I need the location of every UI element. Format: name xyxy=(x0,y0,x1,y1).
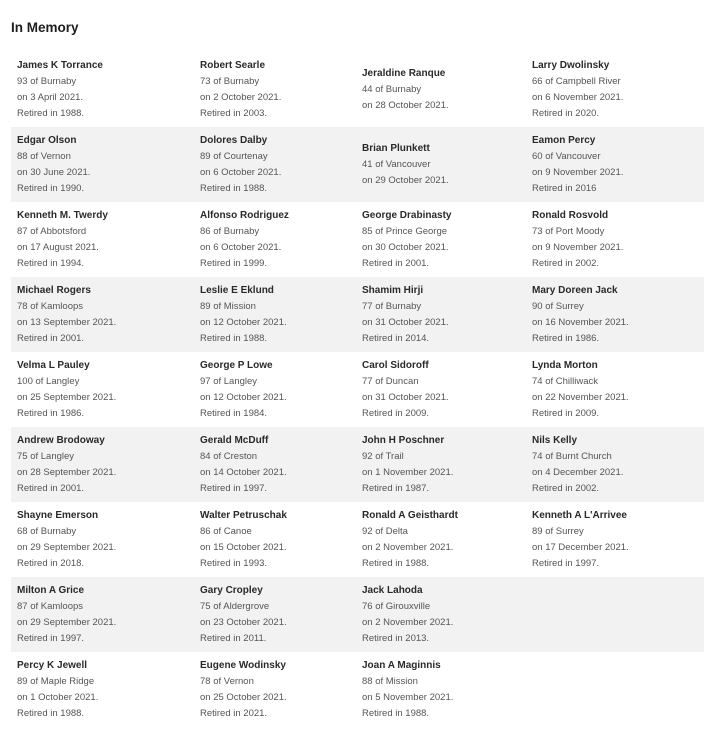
memorial-entry xyxy=(356,652,526,727)
person-date: on 6 October 2021. xyxy=(200,241,282,253)
person-date: on 29 September 2021. xyxy=(17,616,117,628)
person-age-place: 41 of Vancouver xyxy=(362,158,431,170)
person-age-place: 68 of Burnaby xyxy=(17,525,77,537)
person-age-place: 89 of Surrey xyxy=(532,525,584,537)
person-retired: Retired in 2020. xyxy=(532,107,600,119)
memorial-entry xyxy=(11,202,194,277)
memorial-entry xyxy=(194,352,356,427)
person-name: Edgar Olson xyxy=(17,134,77,146)
person-age-place: 92 of Delta xyxy=(362,525,408,537)
person-name: Carol Sidoroff xyxy=(362,359,429,371)
person-age-place: 88 of Mission xyxy=(362,675,418,687)
person-age-place: 78 of Kamloops xyxy=(17,300,84,312)
person-name: Larry Dwolinsky xyxy=(532,59,610,71)
table-row xyxy=(11,127,704,202)
person-name: Milton A Grice xyxy=(17,584,85,596)
person-age-place: 100 of Langley xyxy=(17,375,80,387)
person-name: Alfonso Rodriguez xyxy=(200,209,289,221)
table-row xyxy=(11,277,704,352)
person-retired: Retired in 1993. xyxy=(200,557,268,569)
person-retired: Retired in 2016 xyxy=(532,182,597,194)
person-retired: Retired in 1988. xyxy=(362,707,430,719)
memorial-entry xyxy=(11,577,194,652)
person-retired: Retired in 2002. xyxy=(532,257,600,269)
person-retired: Retired in 1990. xyxy=(17,182,85,194)
memorial-entry xyxy=(356,127,526,202)
person-age-place: 84 of Creston xyxy=(200,450,258,462)
person-retired: Retired in 1986. xyxy=(532,332,600,344)
person-date: on 4 December 2021. xyxy=(532,466,624,478)
person-age-place: 89 of Maple Ridge xyxy=(17,675,95,687)
person-date: on 3 April 2021. xyxy=(17,91,84,103)
person-age-place: 76 of Girouxville xyxy=(362,600,431,612)
person-name: Robert Searle xyxy=(200,59,266,71)
person-name: Brian Plunkett xyxy=(362,142,430,154)
person-retired: Retired in 2009. xyxy=(532,407,600,419)
memorial-entry xyxy=(194,202,356,277)
person-name: Leslie E Eklund xyxy=(200,284,274,296)
person-date: on 6 November 2021. xyxy=(532,91,624,103)
person-age-place: 86 of Canoe xyxy=(200,525,252,537)
person-retired: Retired in 1987. xyxy=(362,482,430,494)
person-retired: Retired in 2014. xyxy=(362,332,430,344)
memorial-entry xyxy=(526,277,704,352)
person-age-place: 60 of Vancouver xyxy=(532,150,601,162)
person-age-place: 89 of Mission xyxy=(200,300,256,312)
memorial-entry xyxy=(194,52,356,127)
memorial-entry xyxy=(194,652,356,727)
person-retired: Retired in 1988. xyxy=(17,107,85,119)
person-retired: Retired in 1994. xyxy=(17,257,85,269)
person-age-place: 88 of Vernon xyxy=(17,150,71,162)
person-retired: Retired in 2001. xyxy=(362,257,430,269)
person-name: Michael Rogers xyxy=(17,284,91,296)
person-age-place: 44 of Burnaby xyxy=(362,83,422,95)
person-name: Ronald Rosvold xyxy=(532,209,609,221)
person-date: on 2 October 2021. xyxy=(200,91,282,103)
person-date: on 2 November 2021. xyxy=(362,616,454,628)
memorial-entry xyxy=(194,127,356,202)
table-row xyxy=(11,352,704,427)
person-age-place: 75 of Langley xyxy=(17,450,75,462)
person-date: on 1 October 2021. xyxy=(17,691,99,703)
person-retired: Retired in 1997. xyxy=(200,482,268,494)
person-age-place: 74 of Burnt Church xyxy=(532,450,612,462)
person-date: on 9 November 2021. xyxy=(532,166,624,178)
person-date: on 22 November 2021. xyxy=(532,391,629,403)
empty-cell xyxy=(526,652,704,727)
person-age-place: 90 of Surrey xyxy=(532,300,584,312)
memorial-entry xyxy=(526,352,704,427)
person-date: on 29 October 2021. xyxy=(362,174,449,186)
memorial-entry xyxy=(11,352,194,427)
memorial-entry xyxy=(11,277,194,352)
memorial-table xyxy=(11,52,704,727)
person-retired: Retired in 2013. xyxy=(362,632,430,644)
memorial-entry xyxy=(194,502,356,577)
person-date: on 14 October 2021. xyxy=(200,466,287,478)
person-age-place: 85 of Prince George xyxy=(362,225,448,237)
person-name: Velma L Pauley xyxy=(17,359,90,371)
person-name: Jack Lahoda xyxy=(362,584,423,596)
person-date: on 29 September 2021. xyxy=(17,541,117,553)
person-name: Jeraldine Ranque xyxy=(362,67,446,79)
person-retired: Retired in 2009. xyxy=(362,407,430,419)
person-date: on 28 September 2021. xyxy=(17,466,117,478)
person-name: George Drabinasty xyxy=(362,209,452,221)
memorial-body xyxy=(11,52,704,727)
person-date: on 31 October 2021. xyxy=(362,316,449,328)
person-name: Dolores Dalby xyxy=(200,134,268,146)
person-date: on 12 October 2021. xyxy=(200,391,287,403)
person-age-place: 87 of Abbotsford xyxy=(17,225,87,237)
person-age-place: 87 of Kamloops xyxy=(17,600,84,612)
person-retired: Retired in 1988. xyxy=(17,707,85,719)
person-age-place: 77 of Burnaby xyxy=(362,300,422,312)
person-age-place: 86 of Burnaby xyxy=(200,225,260,237)
person-age-place: 93 of Burnaby xyxy=(17,75,77,87)
person-date: on 17 August 2021. xyxy=(17,241,99,253)
person-date: on 6 October 2021. xyxy=(200,166,282,178)
person-name: Ronald A Geisthardt xyxy=(362,509,458,521)
table-row xyxy=(11,52,704,127)
memorial-entry xyxy=(11,652,194,727)
person-date: on 12 October 2021. xyxy=(200,316,287,328)
person-date: on 25 September 2021. xyxy=(17,391,117,403)
table-row xyxy=(11,502,704,577)
memorial-entry xyxy=(194,277,356,352)
person-age-place: 66 of Campbell River xyxy=(532,75,621,87)
person-date: on 30 October 2021. xyxy=(362,241,449,253)
person-name: James K Torrance xyxy=(17,59,103,71)
person-name: Shayne Emerson xyxy=(17,509,99,521)
memorial-entry xyxy=(194,577,356,652)
person-date: on 16 November 2021. xyxy=(532,316,629,328)
person-name: Eamon Percy xyxy=(532,134,596,146)
memorial-entry xyxy=(526,52,704,127)
person-date: on 5 November 2021. xyxy=(362,691,454,703)
table-row xyxy=(11,427,704,502)
person-name: Gerald McDuff xyxy=(200,434,269,446)
page-title: In Memory xyxy=(11,20,79,35)
memorial-entry xyxy=(526,127,704,202)
person-retired: Retired in 2001. xyxy=(17,332,85,344)
person-name: Andrew Brodoway xyxy=(17,434,105,446)
person-age-place: 92 of Trail xyxy=(362,450,404,462)
person-name: Kenneth A L'Arrivee xyxy=(532,509,627,521)
person-age-place: 75 of Aldergrove xyxy=(200,600,270,612)
memorial-entry xyxy=(11,52,194,127)
person-retired: Retired in 1988. xyxy=(200,182,268,194)
memorial-entry xyxy=(356,502,526,577)
person-name: Eugene Wodinsky xyxy=(200,659,286,671)
person-name: John H Poschner xyxy=(362,434,445,446)
person-age-place: 89 of Courtenay xyxy=(200,150,268,162)
person-retired: Retired in 2021. xyxy=(200,707,268,719)
person-retired: Retired in 2002. xyxy=(532,482,600,494)
person-age-place: 97 of Langley xyxy=(200,375,258,387)
table-row xyxy=(11,652,704,727)
memorial-entry xyxy=(356,577,526,652)
person-retired: Retired in 1986. xyxy=(17,407,85,419)
memorial-entry xyxy=(194,427,356,502)
person-retired: Retired in 2011. xyxy=(200,632,267,644)
person-retired: Retired in 2003. xyxy=(200,107,268,119)
memorial-entry xyxy=(356,427,526,502)
person-retired: Retired in 2018. xyxy=(17,557,85,569)
person-name: Joan A Maginnis xyxy=(362,659,441,671)
person-date: on 17 December 2021. xyxy=(532,541,629,553)
table-row xyxy=(11,577,704,652)
memorial-entry xyxy=(356,52,526,127)
person-age-place: 78 of Vernon xyxy=(200,675,254,687)
table-row xyxy=(11,202,704,277)
person-date: on 25 October 2021. xyxy=(200,691,287,703)
person-age-place: 73 of Burnaby xyxy=(200,75,260,87)
person-name: Gary Cropley xyxy=(200,584,263,596)
person-date: on 15 October 2021. xyxy=(200,541,287,553)
person-date: on 30 June 2021. xyxy=(17,166,91,178)
memorial-entry xyxy=(11,127,194,202)
person-retired: Retired in 1997. xyxy=(532,557,600,569)
person-date: on 2 November 2021. xyxy=(362,541,454,553)
person-date: on 28 October 2021. xyxy=(362,99,449,111)
person-date: on 23 October 2021. xyxy=(200,616,287,628)
person-name: Percy K Jewell xyxy=(17,659,88,671)
person-date: on 9 November 2021. xyxy=(532,241,624,253)
person-date: on 1 November 2021. xyxy=(362,466,454,478)
memorial-entry xyxy=(526,427,704,502)
person-name: George P Lowe xyxy=(200,359,273,371)
person-age-place: 74 of Chilliwack xyxy=(532,375,598,387)
memorial-entry xyxy=(356,352,526,427)
person-retired: Retired in 1999. xyxy=(200,257,268,269)
person-name: Nils Kelly xyxy=(532,434,578,446)
memorial-entry xyxy=(11,427,194,502)
person-name: Shamim Hirji xyxy=(362,284,424,296)
person-name: Lynda Morton xyxy=(532,359,598,371)
person-retired: Retired in 1984. xyxy=(200,407,268,419)
person-name: Mary Doreen Jack xyxy=(532,284,618,296)
person-name: Kenneth M. Twerdy xyxy=(17,209,108,221)
person-name: Walter Petruschak xyxy=(200,509,287,521)
person-age-place: 77 of Duncan xyxy=(362,375,419,387)
person-date: on 31 October 2021. xyxy=(362,391,449,403)
person-retired: Retired in 2001. xyxy=(17,482,85,494)
person-retired: Retired in 1988. xyxy=(362,557,430,569)
person-retired: Retired in 1988. xyxy=(200,332,268,344)
person-age-place: 73 of Port Moody xyxy=(532,225,605,237)
empty-cell xyxy=(526,577,704,652)
person-retired: Retired in 1997. xyxy=(17,632,85,644)
memorial-entry xyxy=(356,277,526,352)
memorial-entry xyxy=(356,202,526,277)
memorial-entry xyxy=(526,502,704,577)
memorial-entry xyxy=(11,502,194,577)
person-date: on 13 September 2021. xyxy=(17,316,117,328)
memorial-entry xyxy=(526,202,704,277)
